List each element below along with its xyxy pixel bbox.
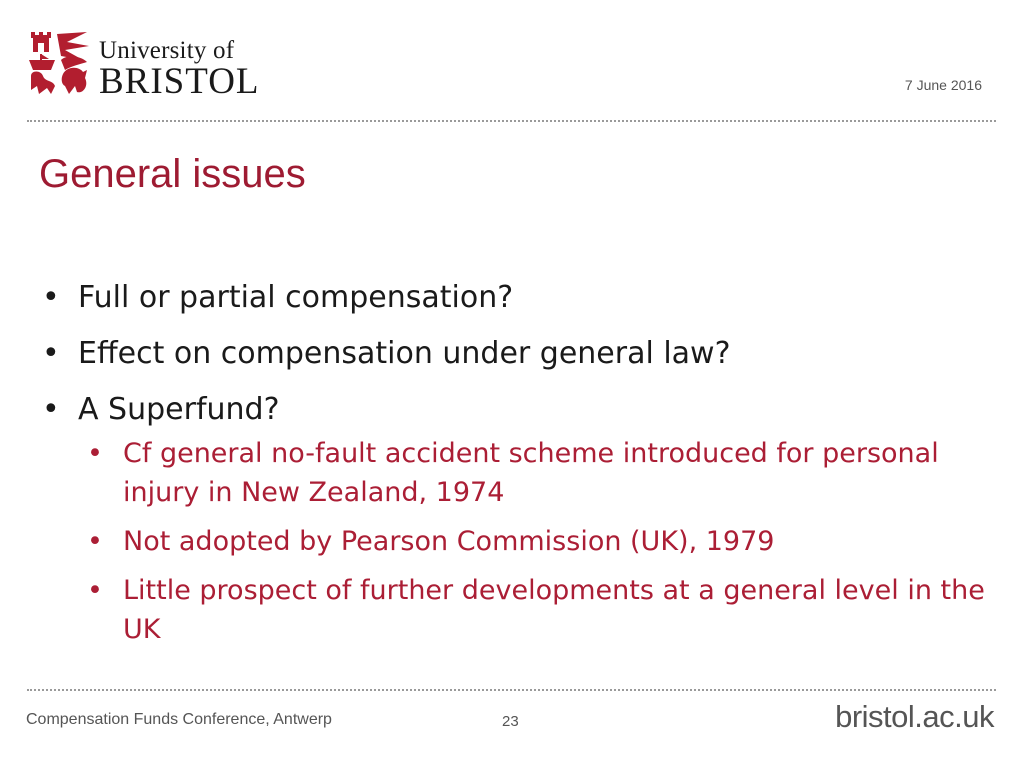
sub-bullet-item (78, 571, 992, 649)
sub-bullet-text: Little prospect of further developments at a general level in the UK (123, 575, 985, 645)
page-number: 23 (502, 713, 519, 730)
bullet-icon: • (87, 438, 103, 469)
university-logo (27, 30, 260, 102)
bullet-icon: • (87, 575, 103, 606)
bullet-icon: • (42, 336, 60, 371)
logo-line-bristol: BRISTOL (99, 61, 260, 102)
bullet-item (42, 390, 992, 649)
header-divider (27, 120, 996, 122)
footer-conference-name: Compensation Funds Conference, Antwerp (26, 711, 332, 728)
bullet-icon: • (42, 392, 60, 427)
logo-line-university-of: University of (99, 37, 235, 64)
slide-title: General issues (39, 152, 306, 196)
bullet-item (42, 278, 992, 318)
bullet-icon: • (42, 280, 60, 315)
footer-site-url: bristol.ac.uk (835, 699, 994, 734)
slide-date: 7 June 2016 (904, 77, 982, 93)
bullet-text: Effect on compensation under general law? (78, 336, 731, 371)
sub-bullet-item (78, 522, 992, 561)
sub-bullet-text: Cf general no-fault accident scheme introduced for personal injury in New Zealand, 1974 (123, 438, 939, 508)
bullet-text: Full or partial compensation? (78, 280, 514, 315)
bullet-item (42, 334, 992, 374)
sub-bullet-list (78, 434, 992, 649)
bristol-crest-icon (27, 30, 91, 96)
sub-bullet-item (78, 434, 992, 512)
bullet-icon: • (87, 526, 103, 557)
sub-bullet-text: Not adopted by Pearson Commission (UK), 1979 (123, 526, 775, 557)
bullet-list (42, 278, 992, 665)
footer-divider (27, 689, 996, 691)
bullet-text: A Superfund? (78, 392, 280, 427)
